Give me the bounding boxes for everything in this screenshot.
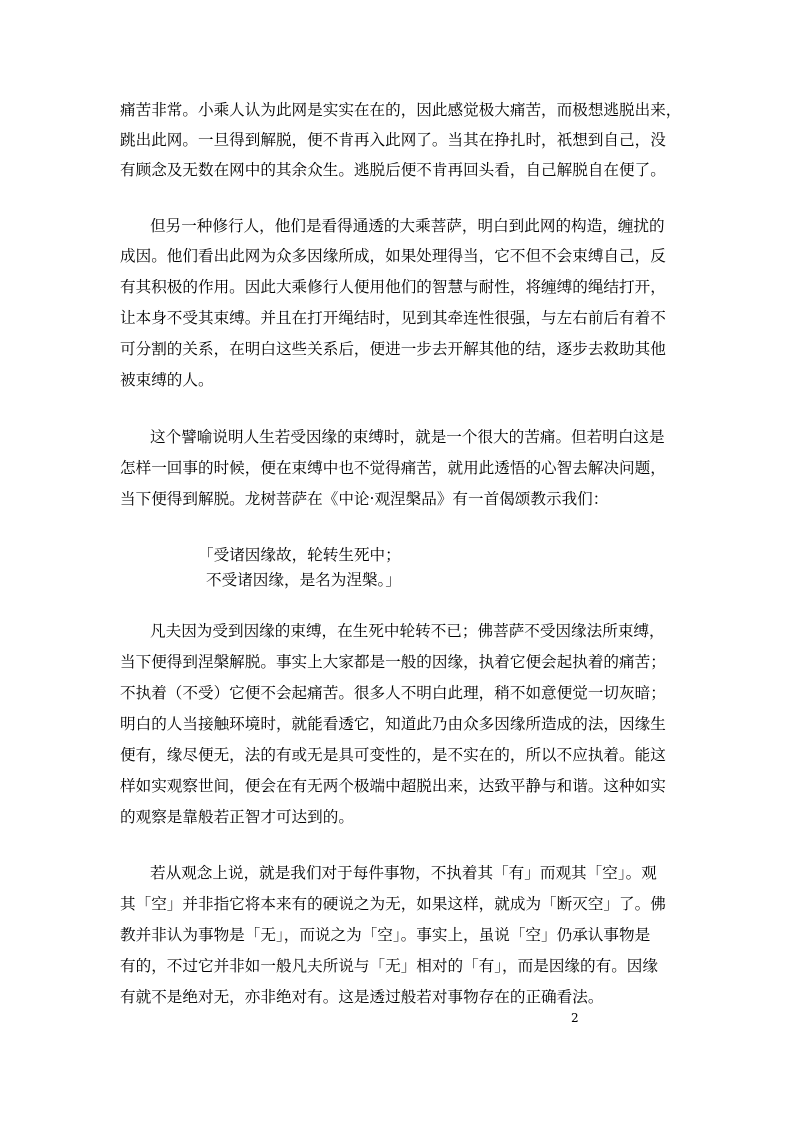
text-line: 其「空」并非指它将本来有的硬说之为无，如果这样，就成为「断灭空」了。佛 bbox=[120, 895, 666, 913]
text-line: 当下便得到涅槃解脱。事实上大家都是一般的因缘，执着它便会起执着的痛苦； bbox=[120, 653, 666, 671]
text-line: 教并非认为事物是「无」，而说之为「空」。事实上，虽说「空」仍承认事物是 bbox=[120, 926, 651, 944]
text-line: 若从观念上说，就是我们对于每件事物，不执着其「有」而观其「空」。观 bbox=[150, 864, 657, 882]
text-line: 但另一种修行人，他们是看得通透的大乘菩萨，明白到此网的构造，缠扰的 bbox=[150, 217, 665, 235]
verse-line: 「受诸因缘故，轮转生死中； bbox=[198, 546, 401, 564]
text-line: 样如实观察世间，便会在有无两个极端中超脱出来，达致平静与和谐。这种如实 bbox=[120, 777, 666, 795]
text-line: 不执着（不受）它便不会起痛苦。很多人不明白此理，稍不如意便觉一切灰暗； bbox=[120, 684, 666, 702]
text-line: 可分割的关系，在明白这些关系后，便进一步去开解其他的结，逐步去救助其他 bbox=[120, 340, 666, 358]
text-line: 有的，不过它并非如一般凡夫所说与「无」相对的「有」，而是因缘的有。因缘 bbox=[120, 957, 658, 975]
text-line: 凡夫因为受到因缘的束缚，在生死中轮转不已；佛菩萨不受因缘法所束缚， bbox=[150, 622, 665, 640]
text-line: 怎样一回事的时候，便在束缚中也不觉得痛苦，就用此透悟的心智去解决问题， bbox=[120, 459, 666, 477]
text-line: 当下便得到解脱。龙树菩萨在《中论‧观涅槃品》有一首偈颂教示我们： bbox=[120, 490, 609, 508]
text-line: 被束缚的人。 bbox=[120, 371, 214, 389]
text-line: 有顾念及无数在网中的其余众生。逃脱后便不肯再回头看，自己解脱自在便了。 bbox=[120, 161, 666, 179]
text-line: 成因。他们看出此网为众多因缘所成，如果处理得当，它不但不会束缚自己，反 bbox=[120, 247, 666, 265]
text-line: 这个譬喻说明人生若受因缘的束缚时，就是一个很大的苦痛。但若明白这是 bbox=[150, 428, 665, 446]
text-line: 让本身不受其束缚。并且在打开绳结时，见到其牵连性很强，与左右前后有着不 bbox=[120, 309, 666, 327]
text-line: 跳出此网。一旦得到解脱，便不肯再入此网了。当其在挣扎时，祇想到自己，没 bbox=[120, 131, 666, 149]
text-line: 便有，缘尽便无，法的有或无是具可变性的，是不实在的，所以不应执着。能这 bbox=[120, 746, 666, 764]
text-line: 有就不是绝对无，亦非绝对有。这是透过般若对事物存在的正确看法。 bbox=[120, 988, 604, 1006]
text-line: 有其积极的作用。因此大乘修行人便用他们的智慧与耐性，将缠缚的绳结打开， bbox=[120, 278, 666, 296]
verse-line: 不受诸因缘，是名为涅槃。」 bbox=[206, 571, 401, 589]
text-line: 的观察是靠般若正智才可达到的。 bbox=[120, 808, 354, 826]
page-number: 2 bbox=[571, 1011, 579, 1025]
text-line: 痛苦非常。小乘人认为此网是实实在在的，因此感觉极大痛苦，而极想逃脱出来， bbox=[120, 101, 682, 119]
text-line: 明白的人当接触环境时，就能看透它，知道此乃由众多因缘所造成的法，因缘生 bbox=[120, 715, 666, 733]
